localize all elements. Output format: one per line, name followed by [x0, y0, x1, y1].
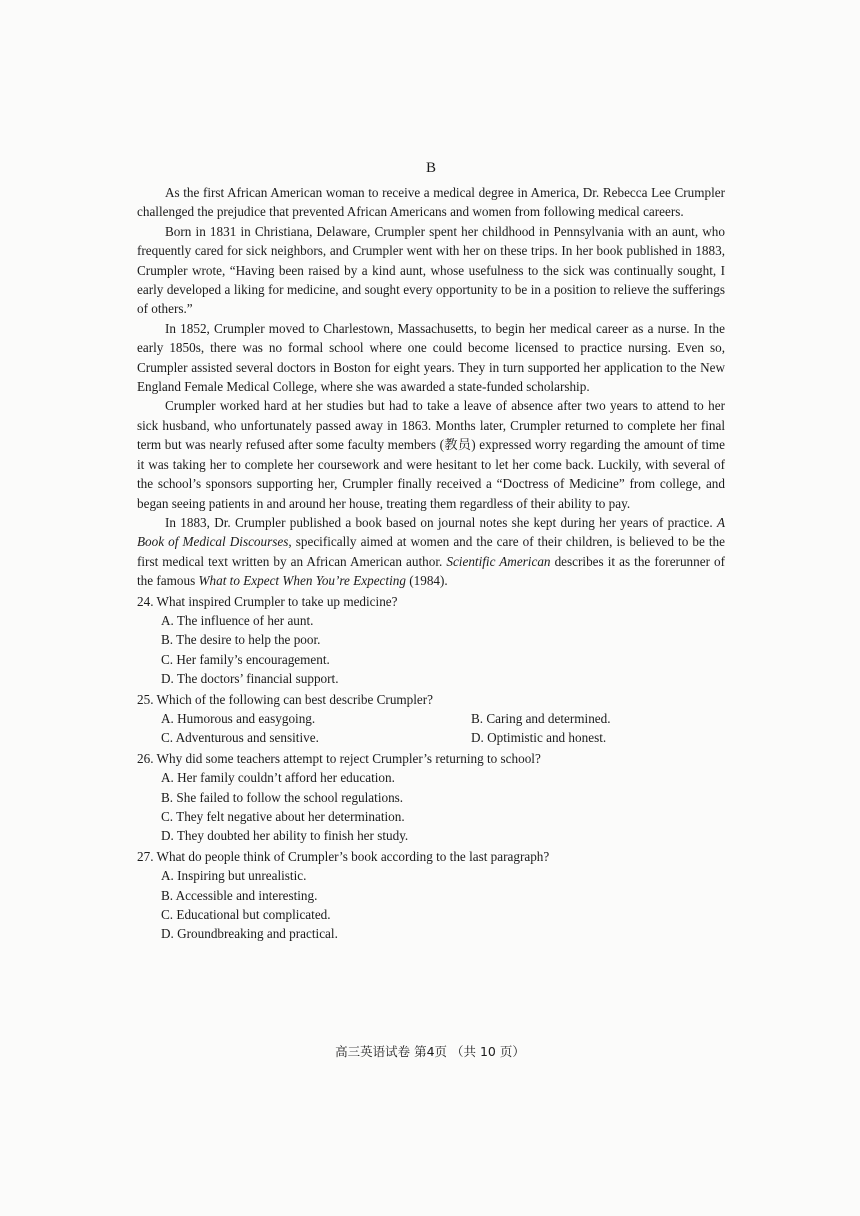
magazine-title: Scientific American [446, 553, 551, 569]
reading-section [137, 160, 725, 944]
option-c: C. Adventurous and sensitive. [161, 730, 319, 746]
question-27 [137, 847, 725, 944]
option-b: B. She failed to follow the school regulations. [161, 789, 404, 805]
option-d: D. They doubted her ability to finish her study. [161, 828, 409, 844]
referenced-book-title: What to Expect When You’re Expecting [198, 573, 406, 589]
option-d: D. Optimistic and honest. [471, 730, 607, 746]
p5-text-e: describes it as the forerunner of the famous [137, 553, 726, 589]
question-stem: 27. What do people think of Crumpler’s book according to the last paragraph? [137, 848, 550, 864]
question-stem: 26. Why did some teachers attempt to reject Crumpler’s returning to school? [137, 750, 541, 766]
option-c: C. They felt negative about her determination. [161, 809, 405, 824]
option-b: B. Caring and determined. [471, 710, 611, 726]
paragraph-2: Born in 1831 in Christiana, Delaware, Crumpler spent her childhood in Pennsylvania with an aunt, who frequently cared for sick neighbors, and Crumpler went with her on these trips. In her book published in 1883, Crumpler wrote, “Having been raised by a kind aunt, whose usefulness to the sick was continually sought, I early developed a liking for medicine, and sought every opportunity to be in a position to relieve the sufferings of others.” [137, 223, 725, 317]
paragraph-5 [137, 513, 725, 591]
option-a: A. Her family couldn’t afford her education. [161, 770, 395, 786]
option-a: A. The influence of her aunt. [161, 612, 314, 628]
paragraph-3: In 1852, Crumpler moved to Charlestown, Massachusetts, to begin her medical career as a nurse. In the early 1850s, there was no formal school where one could become licensed to practice nursing. Even so, Crumpler assisted several doctors in Boston for eight years. They in turn supported her application to the New England Female Medical College, where she was awarded a state-funded scholarship. [137, 320, 725, 395]
option-b: B. Accessible and interesting. [161, 887, 318, 903]
option-d: D. The doctors’ financial support. [161, 671, 339, 687]
p5-text-g: (1984). [405, 573, 448, 589]
option-c: C. Educational but complicated. [161, 907, 331, 923]
option-a: A. Humorous and easygoing. [161, 710, 316, 726]
question-26 [137, 749, 725, 846]
question-stem: 24. What inspired Crumpler to take up medicine? [137, 593, 398, 609]
paragraph-4: Crumpler worked hard at her studies but had to take a leave of absence after two years to attend to her sick husband, who unfortunately passed away in 1863. Months later, Crumpler returned to complete her final term but was nearly refused after some faculty members (教员) expressed worry regarding the amount of time it was taking her to complete her coursework and were hesitant to let her come back. Luckily, with several of the school’s sponsors supporting her, Crumpler finally received a “Doctress of Medicine” from college, and began seeing patients in and around her house, treating them regardless of their ability to pay. [137, 398, 725, 511]
option-c: C. Her family’s encouragement. [161, 651, 330, 667]
section-letter: B [425, 160, 436, 176]
question-24 [137, 592, 725, 689]
question-25 [137, 690, 725, 748]
question-stem: 25. Which of the following can best describe Crumpler? [137, 691, 434, 707]
option-d: D. Groundbreaking and practical. [161, 926, 338, 942]
option-b: B. The desire to help the poor. [161, 632, 321, 648]
p5-text-a: In 1883, Dr. Crumpler published a book based on journal notes she kept during her years of practice. [165, 514, 717, 530]
book-title: A Book of Medical Discourses [137, 514, 725, 550]
paragraph-1: As the first African American woman to receive a medical degree in America, Dr. Rebecca Lee Crumpler challenged the prejudice that prevented African Americans and women from following medical careers. [137, 185, 725, 220]
p5-text-c: , specifically aimed at women and the care of their children, is believed to be the first medical text written by an African American author. [137, 534, 726, 569]
options-grid [161, 709, 725, 748]
page-footer: 高三英语试卷 第4页 （共 10 页） [335, 1044, 525, 1059]
option-a: A. Inspiring but unrealistic. [161, 868, 307, 884]
